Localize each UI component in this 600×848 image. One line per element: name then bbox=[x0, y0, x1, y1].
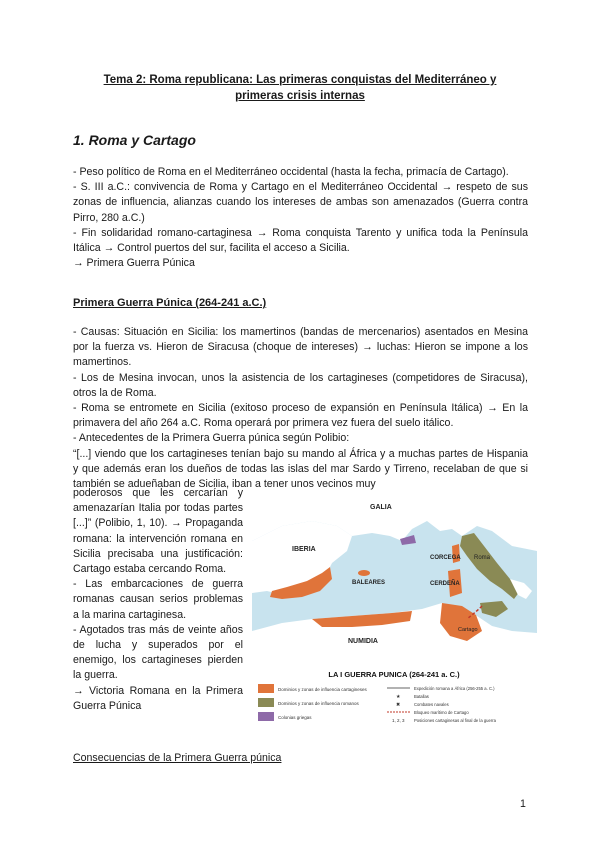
legend-label-battles: Batallas bbox=[414, 694, 429, 699]
legend-naval-symbol: ✖ bbox=[396, 702, 401, 708]
legend-label-rome: Dominios y zonas de influencia romanos bbox=[278, 701, 359, 706]
legend-swatch-greek bbox=[258, 712, 274, 721]
page-number: 1 bbox=[520, 798, 526, 810]
legend-label-positions: Posiciones cartaginesas al final de la guerra bbox=[414, 718, 496, 723]
legend-label-expedition: Expedición romana a África (256-255 a. C.) bbox=[414, 686, 495, 691]
map-label-roma: Roma bbox=[474, 555, 491, 561]
map-label-galia: GALIA bbox=[370, 504, 392, 511]
map-label-cerdena: CERDEÑA bbox=[430, 581, 460, 587]
map-baleares bbox=[358, 570, 370, 576]
page-title bbox=[60, 72, 540, 104]
legend-label-carthage: Dominios y zonas de influencia cartagineses bbox=[278, 687, 367, 692]
paragraph: - Roma se entromete en Sicilia (exitoso proceso de expansión en Península Itálica) → En la primavera del año 264 a.C. Roma operará por primera vez fuera del suelo itálico. bbox=[73, 402, 528, 430]
legend-label-blockade: Bloqueo marítimo de Cartago bbox=[414, 710, 469, 715]
map-label-baleares: BALEARES bbox=[352, 580, 386, 586]
section-heading-roma-cartago: 1. Roma y Cartago bbox=[73, 132, 196, 148]
paragraph: - Agotados tras más de veinte años de lucha y superados por el enemigo, los cartagineses pierden la guerra. bbox=[73, 623, 243, 682]
paragraph: - Fin solidaridad romano-cartaginesa → Roma conquista Tarento y unifica toda la Península Itálica → Control puertos del sur, facilita el acceso a Sicilia. bbox=[73, 226, 528, 255]
legend-battle-symbol: ★ bbox=[396, 694, 401, 700]
paragraph: → Victoria Romana en la Primera Guerra Púnica bbox=[73, 684, 243, 712]
section2-body bbox=[73, 325, 528, 492]
legend-swatch-rome bbox=[258, 698, 274, 707]
legend-swatch-carthage bbox=[258, 684, 274, 693]
paragraph: → Primera Guerra Púnica bbox=[73, 257, 195, 270]
first-punic-war-map bbox=[252, 491, 537, 733]
paragraph: - Peso político de Roma en el Mediterráneo occidental (hasta la fecha, primacía de Cartago). bbox=[73, 166, 509, 178]
map-label-numidia: NUMIDIA bbox=[348, 638, 378, 645]
paragraph: - Las embarcaciones de guerra romanas causan serios problemas a la marina cartaginesa. bbox=[73, 578, 243, 621]
paragraph: poderosos que les cercarían y amenazarían Italia por todas partes [...]” (Polibio, 1, 10). → Propaganda romana: la intervención romana en Sicilia precisaba una justificación: Cartago estaba cercando Roma. bbox=[73, 487, 243, 576]
map-label-cartago: Cartago bbox=[458, 627, 478, 633]
legend-label-greek: Colonias griegas bbox=[278, 715, 312, 720]
paragraph: - S. III a.C.: convivencia de Roma y Cartago en el Mediterráneo Occidental → respeto de sus zonas de influencia, alianzas cuando los intereses de ambas son amenazados (Guerra contra Pirro, 280 a.C.) bbox=[73, 181, 528, 224]
section1-body bbox=[73, 165, 528, 271]
legend-label-naval: Combates navales bbox=[414, 702, 449, 707]
title-line-1: Tema 2: Roma republicana: Las primeras conquistas del Mediterráneo y bbox=[103, 74, 497, 86]
side-text-column bbox=[73, 486, 243, 714]
section-heading-primera-guerra: Primera Guerra Púnica (264-241 a.C.) bbox=[73, 297, 267, 309]
title-line-2: primeras crisis internas bbox=[235, 90, 365, 102]
quote-paragraph: “[...] viendo que los cartagineses tenían bajo su mando al África y a muchas partes de Hispania y que además eran los dueños de todas las islas del mar Sardo y Tirreno, recelaban de que si también se adueñaban de Sicilia, iban a tener unos vecinos muy bbox=[73, 447, 528, 491]
paragraph: - Causas: Situación en Sicilia: los mamertinos (bandas de mercenarios) asentados en Mesina por la fuerza vs. Hieron de Siracusa (choque de intereses) → luchas: Hieron se impone a los mamertinos. bbox=[73, 326, 528, 369]
map-label-corcega: CORCEGA bbox=[430, 555, 461, 561]
map-title: LA I GUERRA PUNICA (264-241 a. C.) bbox=[328, 670, 460, 679]
legend-numbers: 1, 2, 3 bbox=[392, 718, 405, 723]
section-heading-consecuencias: Consecuencias de la Primera Guerra púnica bbox=[73, 752, 282, 764]
paragraph: - Antecedentes de la Primera Guerra púnica según Polibio: bbox=[73, 432, 350, 445]
map-label-iberia: IBERIA bbox=[292, 546, 316, 553]
paragraph: - Los de Mesina invocan, unos la asistencia de los cartagineses (competidores de Siracusa), otros la de Roma. bbox=[73, 371, 528, 399]
